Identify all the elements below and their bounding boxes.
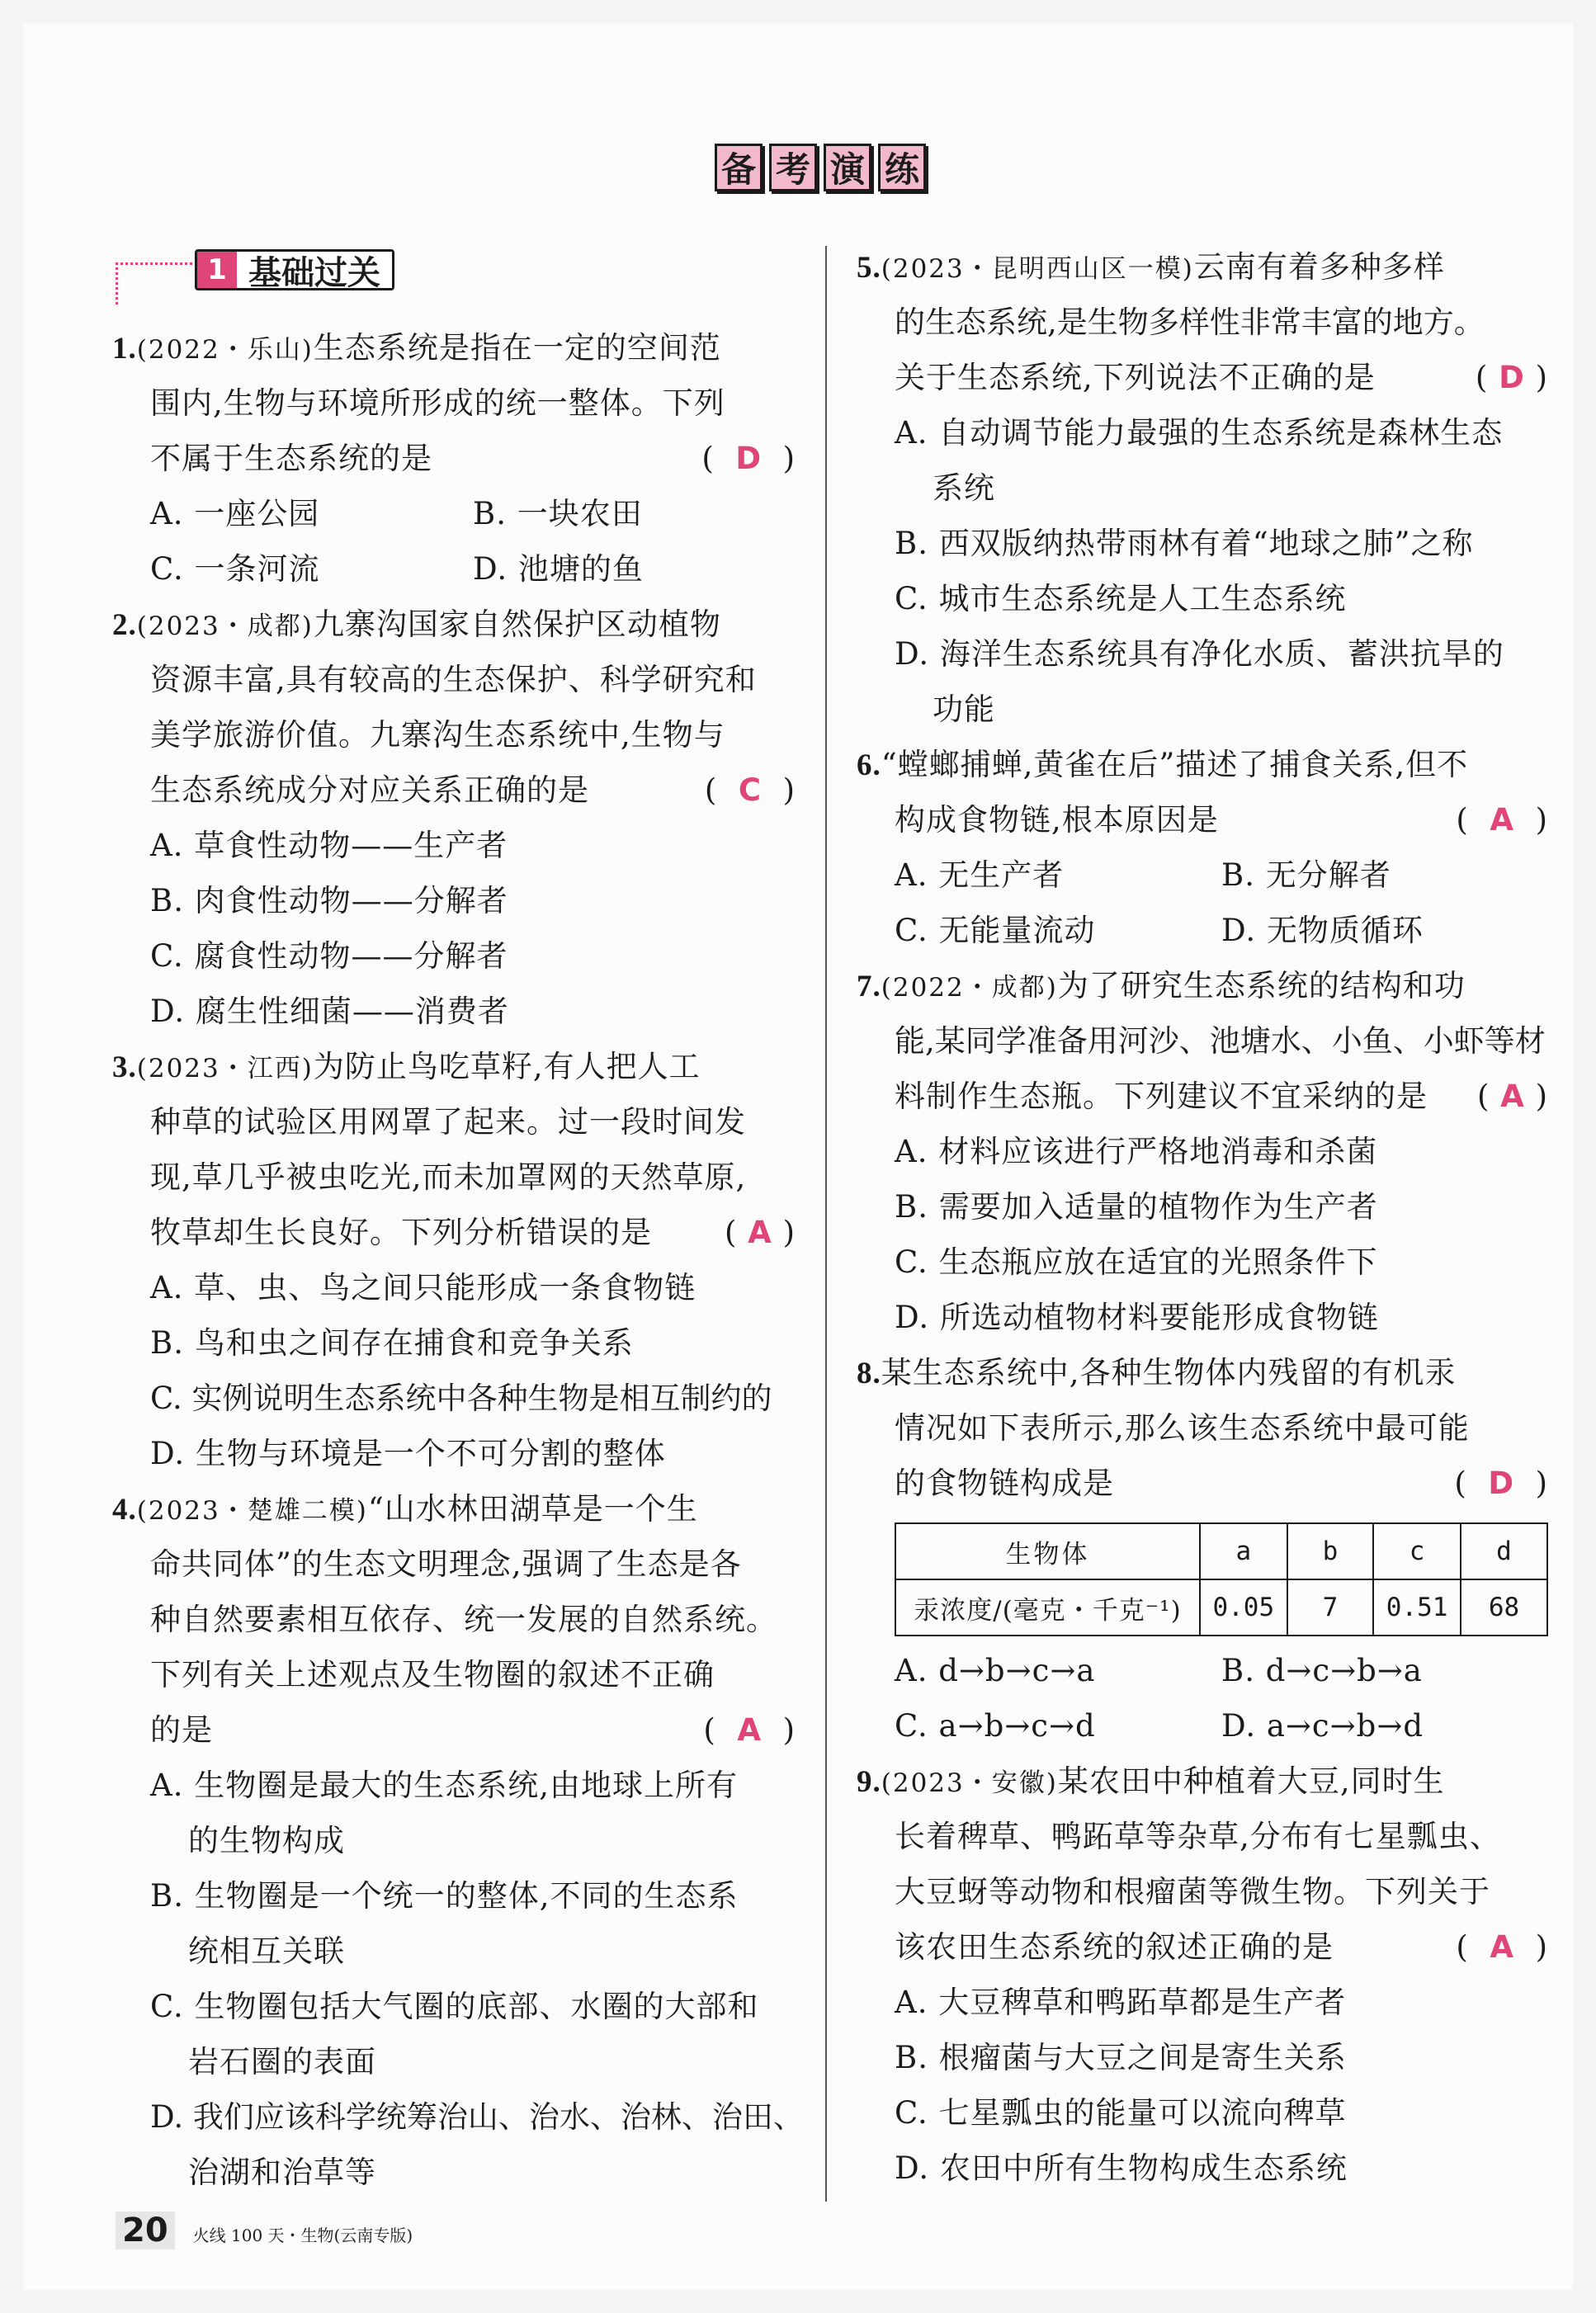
question-stem-line: 情况如下表所示,那么该生态系统中最可能: [895, 1410, 1470, 1446]
question-source: (2023・江西): [136, 1054, 314, 1083]
option: B. 西双版纳热带雨林有着“地球之肺”之称: [895, 526, 1474, 561]
question-source: (2022・成都): [881, 973, 1058, 1003]
option: D. 无物质循环: [1221, 913, 1424, 948]
answer-slot: ( D ): [1475, 360, 1548, 395]
answer-slot: ( A ): [724, 1215, 796, 1250]
option: D. a→c→b→d: [1221, 1708, 1424, 1744]
answer-letter: A: [1490, 1929, 1515, 1965]
answer-slot: ( A ): [1456, 802, 1548, 838]
workbook-page: [23, 23, 1573, 2290]
option: B. 生物圈是一个统一的整体,不同的生态系: [150, 1878, 739, 1914]
question-stem-line: 关于生态系统,下列说法不正确的是: [895, 360, 1376, 395]
answer-letter: A: [1490, 802, 1515, 838]
question-stem-line: 资源丰富,具有较高的生态保护、科学研究和: [150, 662, 757, 697]
answer-letter: A: [748, 1215, 772, 1250]
right-column: [857, 239, 1548, 2196]
question-stem-line: 能,某同学准备用河沙、池塘水、小鱼、小虾等材: [895, 1023, 1546, 1059]
question-stem-line: 围内,生物与环境所形成的统一整体。下列: [150, 385, 725, 421]
question-7: [857, 958, 1548, 1345]
option-continuation: 治湖和治草等: [188, 2155, 376, 2190]
question-1: [112, 320, 796, 597]
table-cell: 0.51: [1373, 1579, 1461, 1636]
option: C. 生态瓶应放在适宜的光照条件下: [895, 1244, 1378, 1280]
option: B. d→c→b→a: [1221, 1653, 1423, 1688]
question-2: [112, 597, 796, 1039]
table-cell: 7: [1287, 1579, 1374, 1636]
question-number: 1.: [112, 332, 137, 366]
option: A. 生物圈是最大的生态系统,由地球上所有: [150, 1768, 739, 1803]
option: B. 需要加入适量的植物作为生产者: [895, 1189, 1378, 1225]
answer-slot: ( A ): [1456, 1929, 1548, 1965]
option-continuation: 的生物构成: [188, 1823, 345, 1858]
header-char: 备: [715, 144, 763, 191]
option: D. 海洋生态系统具有净化水质、蓄洪抗旱的: [895, 636, 1504, 672]
option: C. 城市生态系统是人工生态系统: [895, 581, 1347, 616]
option-continuation: 系统: [933, 470, 995, 506]
table-cell: 0.05: [1200, 1579, 1287, 1636]
question-6: [857, 737, 1548, 958]
question-stem-line: 命共同体”的生态文明理念,强调了生态是各: [150, 1546, 742, 1582]
page-footer: [116, 2212, 413, 2249]
section-badge: [195, 249, 394, 290]
table-header-cell: 生物体: [895, 1523, 1200, 1579]
section-number: 1: [197, 252, 237, 288]
option: B. 根瘤菌与大豆之间是寄生关系: [895, 2040, 1347, 2075]
option: C. 实例说明生态系统中各种生物是相互制约的: [150, 1381, 772, 1416]
question-stem-line: 不属于生态系统的是: [150, 441, 432, 476]
option: D. 我们应该科学统筹治山、治水、治林、治田、: [150, 2099, 804, 2135]
table-header-cell: b: [1287, 1523, 1374, 1579]
page-number: 20: [116, 2212, 175, 2249]
option-continuation: 岩石圈的表面: [188, 2044, 376, 2079]
question-stem-line: 种自然要素相互依存、统一发展的自然系统。: [150, 1602, 777, 1637]
answer-slot: ( D ): [701, 441, 796, 476]
option: B. 无分解者: [1221, 857, 1391, 893]
question-stem-line: 该农田生态系统的叙述正确的是: [895, 1929, 1334, 1965]
question-stem-line: 为了研究生态系统的结构和功: [1057, 968, 1466, 1003]
answer-letter: A: [1500, 1079, 1525, 1114]
table-row: [895, 1579, 1547, 1636]
option: C. 腐食性动物——分解者: [150, 938, 508, 974]
question-stem-line: 大豆蚜等动物和根瘤菌等微生物。下列关于: [895, 1874, 1490, 1909]
option: C. 无能量流动: [895, 913, 1096, 948]
answer-letter: D: [1488, 1466, 1515, 1501]
question-source: (2023・楚雄二模): [136, 1496, 368, 1526]
question-8: [857, 1345, 1548, 1754]
question-source: (2023・昆明西山区一模): [881, 254, 1194, 284]
option-continuation: 功能: [933, 692, 995, 727]
page-header-title: [715, 144, 926, 191]
question-3: [112, 1039, 796, 1481]
header-char: 演: [824, 144, 871, 191]
option: A. 一座公园: [150, 496, 320, 531]
question-4: [112, 1481, 804, 2200]
question-stem-line: 生态系统是指在一定的空间范: [313, 330, 721, 366]
question-stem-line: 生态系统成分对应关系正确的是: [150, 772, 589, 808]
question-source: (2023・成都): [136, 611, 314, 641]
question-number: 5.: [857, 251, 881, 285]
answer-letter: A: [737, 1712, 763, 1748]
question-stem-line: 料制作生态瓶。下列建议不宜采纳的是: [895, 1079, 1428, 1114]
option: D. 腐生性细菌——消费者: [150, 994, 509, 1029]
question-stem-line: 种草的试验区用网罩了起来。过一段时间发: [150, 1104, 746, 1140]
question-stem-line: 某生态系统中,各种生物体内残留的有机汞: [881, 1355, 1457, 1390]
option: A. 大豆稗草和鸭跖草都是生产者: [895, 1985, 1347, 2020]
option: B. 一块农田: [473, 496, 643, 531]
question-stem-line: 的是: [150, 1712, 213, 1748]
question-number: 2.: [112, 608, 137, 642]
question-stem-line: “螳螂捕蝉,黄雀在后”描述了捕食关系,但不: [881, 747, 1469, 782]
question-number: 8.: [857, 1357, 881, 1390]
question-stem-line: 的食物链构成是: [895, 1466, 1114, 1501]
answer-letter: D: [735, 441, 763, 476]
section-label: 基础过关: [237, 252, 392, 288]
option: A. d→b→c→a: [895, 1653, 1096, 1688]
answer-slot: ( A ): [703, 1712, 796, 1748]
section-dotted-decoration: [116, 262, 197, 304]
mercury-table: [895, 1522, 1548, 1636]
question-stem-line: 为防止鸟吃草籽,有人把人工: [313, 1049, 701, 1084]
option: C. a→b→c→d: [895, 1708, 1096, 1744]
question-stem-line: 某农田中种植着大豆,同时生: [1057, 1763, 1445, 1799]
option: D. 生物与环境是一个不可分割的整体: [150, 1436, 666, 1471]
answer-letter: D: [1499, 360, 1525, 395]
question-source: (2022・乐山): [136, 335, 314, 365]
option: D. 所选动植物材料要能形成食物链: [895, 1300, 1379, 1335]
question-stem-line: 九寨沟国家自然保护区动植物: [313, 607, 721, 642]
option: D. 池塘的鱼: [473, 551, 644, 587]
header-char: 练: [878, 144, 926, 191]
answer-slot: ( A ): [1476, 1079, 1548, 1114]
table-header-cell: d: [1461, 1523, 1547, 1579]
book-title: 火线 100 天・生物(云南专版): [192, 2226, 413, 2245]
question-stem-line: 长着稗草、鸭跖草等杂草,分布有七星瓢虫、: [895, 1819, 1501, 1854]
option: A. 草、虫、鸟之间只能形成一条食物链: [150, 1270, 696, 1305]
option: A. 自动调节能力最强的生态系统是森林生态: [895, 415, 1504, 451]
option: C. 七星瓢虫的能量可以流向稗草: [895, 2095, 1347, 2131]
answer-slot: ( C ): [704, 772, 796, 808]
column-divider: [825, 246, 827, 2202]
question-number: 6.: [857, 748, 881, 782]
header-char: 考: [769, 144, 817, 191]
question-number: 7.: [857, 970, 881, 1003]
question-stem-line: 的生态系统,是生物多样性非常丰富的地方。: [895, 304, 1485, 340]
option: A. 草食性动物——生产者: [150, 828, 508, 863]
answer-slot: ( D ): [1454, 1466, 1548, 1501]
table-cell: 汞浓度/(毫克・千克⁻¹): [895, 1579, 1200, 1636]
option: B. 鸟和虫之间存在捕食和竞争关系: [150, 1325, 634, 1361]
question-stem-line: 美学旅游价值。九寨沟生态系统中,生物与: [150, 717, 725, 753]
option: C. 一条河流: [150, 551, 320, 587]
question-5: [857, 239, 1548, 737]
answer-letter: C: [738, 772, 763, 808]
table-header-row: [895, 1523, 1547, 1579]
option: A. 材料应该进行严格地消毒和杀菌: [895, 1134, 1378, 1169]
option: B. 肉食性动物——分解者: [150, 883, 508, 918]
question-stem-line: 云南有着多种多样: [1193, 249, 1445, 285]
question-9: [857, 1754, 1548, 2196]
option: D. 农田中所有生物构成生态系统: [895, 2150, 1348, 2186]
option: A. 无生产者: [895, 857, 1065, 893]
question-number: 4.: [112, 1493, 137, 1527]
question-number: 3.: [112, 1050, 137, 1084]
question-stem-line: “山水林田湖草是一个生: [367, 1491, 698, 1527]
question-stem-line: 构成食物链,根本原因是: [895, 802, 1219, 838]
question-stem-line: 下列有关上述观点及生物圈的叙述不正确: [150, 1657, 715, 1692]
table-header-cell: a: [1200, 1523, 1287, 1579]
question-stem-line: 牧草却生长良好。下列分析错误的是: [150, 1215, 652, 1250]
question-stem-line: 现,草几乎被虫吃光,而未加罩网的天然草原,: [150, 1159, 747, 1195]
option-continuation: 统相互关联: [188, 1933, 345, 1969]
question-source: (2023・安徽): [881, 1768, 1058, 1798]
question-number: 9.: [857, 1765, 881, 1799]
left-column: [112, 320, 804, 2200]
option: C. 生物圈包括大气圈的底部、水圈的大部和: [150, 1989, 759, 2024]
table-header-cell: c: [1373, 1523, 1461, 1579]
table-cell: 68: [1461, 1579, 1547, 1636]
